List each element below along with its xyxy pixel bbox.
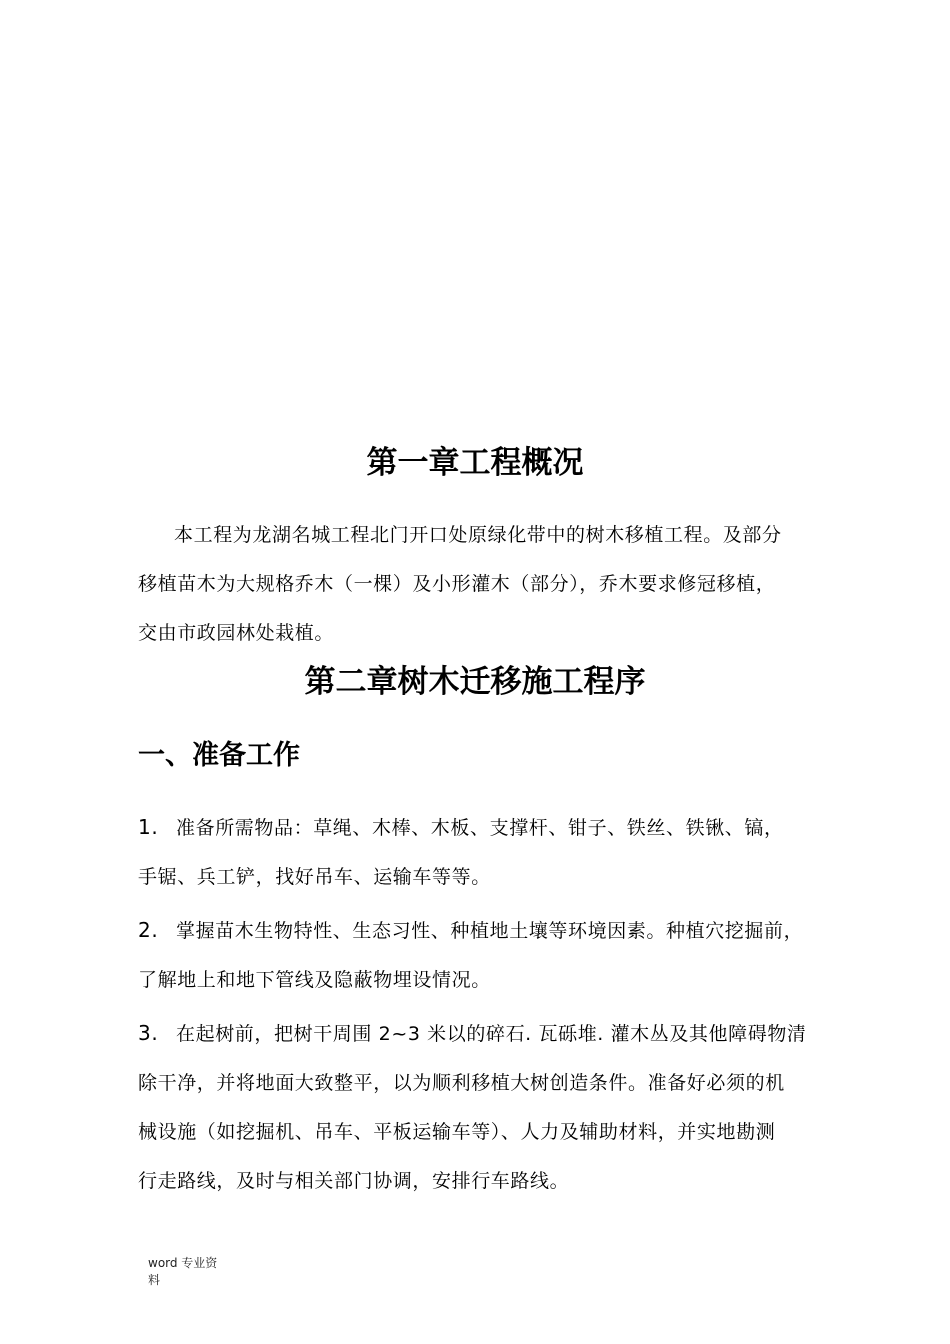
paragraph-line: 移植苗木为大规格乔木（一棵）及小形灌木（部分），乔木要求修冠移植， xyxy=(138,573,776,595)
list-item-text: 掌握苗木生物特性、生态习性、种植地土壤等环境因素。种植穴挖掘前， xyxy=(176,920,804,942)
chapter-1-paragraph xyxy=(138,511,818,658)
list-item-text: 在起树前，把树干周围 2~3 米以的碎石. 瓦砾堆. 灌木丛及其他障碍物清 xyxy=(176,1023,807,1045)
paragraph-line: 本工程为龙湖名城工程北门开口处原绿化带中的树木移植工程。及部分 xyxy=(174,524,782,546)
list-item-text: 准备所需物品：草绳、木棒、木板、支撑杆、钳子、铁丝、铁锹、镐， xyxy=(176,817,784,839)
footer-line: 料 xyxy=(148,1273,161,1287)
list-item xyxy=(138,906,818,1005)
list-item-line: 手锯、兵工铲，找好吊车、运输车等等。 xyxy=(138,866,491,888)
list-item xyxy=(138,1009,818,1206)
list-item-line xyxy=(138,1009,818,1059)
list-item-number: 2. xyxy=(138,918,159,942)
list-item-line: 械设施（如挖掘机、吊车、平板运输车等）、人力及辅助材料，并实地勘测 xyxy=(138,1121,776,1143)
list-item-line: 除干净，并将地面大致整平，以为顺利移植大树创造条件。准备好必须的机 xyxy=(138,1072,785,1094)
paragraph-line: 交由市政园林处栽植。 xyxy=(138,622,335,644)
footer-line: word 专业资 xyxy=(148,1256,218,1270)
list-item-line xyxy=(138,906,818,956)
chapter-2-title: 第二章树木迁移施工程序 xyxy=(304,664,646,700)
list-item-line: 了解地上和地下管线及隐蔽物埋设情况。 xyxy=(138,969,491,991)
page-footer xyxy=(148,1255,238,1289)
list-item-number: 1. xyxy=(138,815,159,839)
list-item-line: 行走路线，及时与相关部门协调，安排行车路线。 xyxy=(138,1170,570,1192)
list-item-number: 3. xyxy=(138,1021,159,1045)
list-item xyxy=(138,803,818,902)
section-heading-preparation: 一、准备工作 xyxy=(138,740,300,771)
list-item-line xyxy=(138,803,818,853)
chapter-1-title: 第一章工程概况 xyxy=(366,445,584,481)
